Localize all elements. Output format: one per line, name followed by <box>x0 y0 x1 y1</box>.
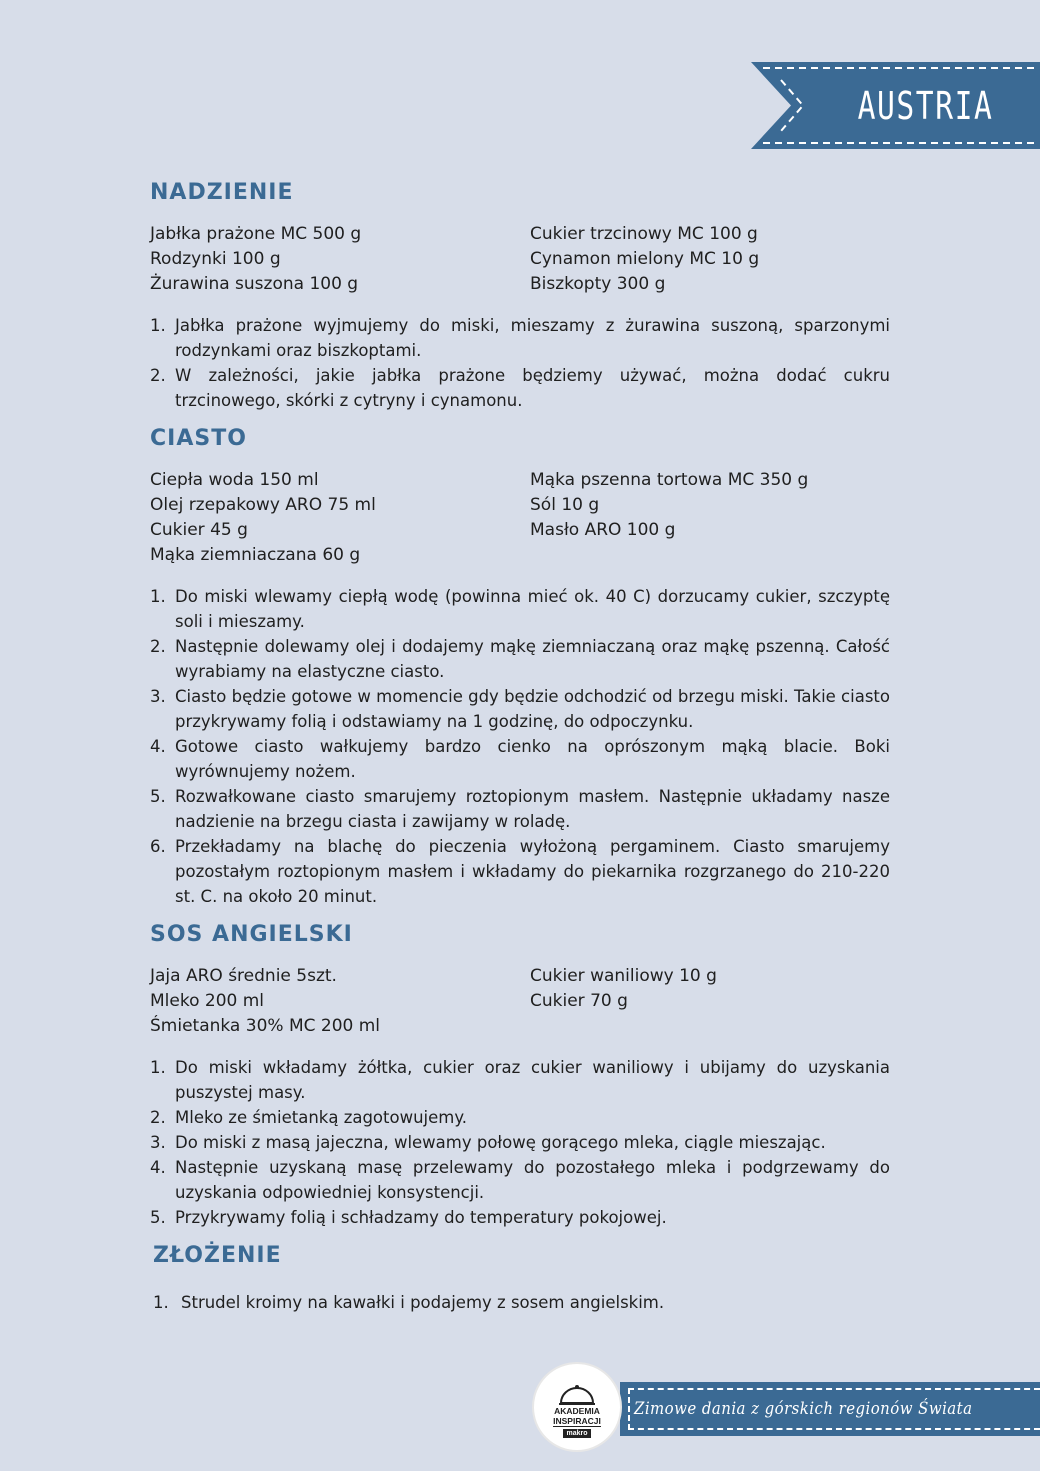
step-number: 1. <box>150 316 166 335</box>
logo-line1: AKADEMIA <box>554 1406 600 1416</box>
ingredient: Cynamon mielony MC 10 g <box>530 249 760 269</box>
step-item <box>150 1155 890 1205</box>
ingredient: Jaja ARO średnie 5szt. <box>150 966 337 986</box>
step-number: 2. <box>150 366 166 385</box>
step-item <box>150 1055 890 1105</box>
ingredient: Cukier 70 g <box>530 991 628 1011</box>
ingredient: Śmietanka 30% MC 200 ml <box>150 1016 381 1036</box>
ingredients-right <box>530 468 890 568</box>
ingredients-right <box>530 222 890 297</box>
ingredients-left <box>150 222 530 297</box>
step-text: Następnie uzyskaną masę przelewamy do pozostałego mleka i podgrzewamy do uzyskania odpowiedniej konsystencji. <box>175 1158 890 1202</box>
akademia-inspiracji-logo <box>532 1362 622 1452</box>
ingredients-left <box>150 964 530 1039</box>
footer-banner <box>620 1382 1040 1436</box>
ingredient: Jabłka prażone MC 500 g <box>150 224 362 244</box>
step-number: 4. <box>150 1158 166 1177</box>
steps-list <box>150 584 890 909</box>
country-ribbon <box>751 62 1040 149</box>
section-nadzienie <box>150 175 890 413</box>
step-item <box>150 834 890 909</box>
section-sos-angielski <box>150 917 890 1230</box>
step-item <box>150 1105 890 1130</box>
ingredient: Cukier waniliowy 10 g <box>530 966 717 986</box>
section-title: NADZIENIE <box>150 180 294 205</box>
ingredients-right <box>530 964 890 1039</box>
ingredient: Żurawina suszona 100 g <box>150 274 359 294</box>
step-text: W zależności, jakie jabłka prażone będziemy używać, można dodać cukru trzcinowego, skórki z cytryny i cynamonu. <box>175 366 890 410</box>
ingredient: Mąka pszenna tortowa MC 350 g <box>530 470 809 490</box>
steps-list <box>150 1055 890 1230</box>
ingredient: Sól 10 g <box>530 495 600 515</box>
step-item <box>150 684 890 734</box>
step-text: Do miski wlewamy ciepłą wodę (powinna mieć ok. 40 C) dorzucamy cukier, szczyptę soli i mieszamy. <box>175 587 890 631</box>
step-text: Jabłka prażone wyjmujemy do miski, mieszamy z żurawina suszoną, sparzonymi rodzynkami oraz biszkoptami. <box>175 316 890 360</box>
ingredient: Biszkopty 300 g <box>530 274 666 294</box>
step-number: 2. <box>150 637 166 656</box>
step-text: Do miski z masą jajeczna, wlewamy połowę gorącego mleka, ciągle mieszając. <box>175 1133 826 1152</box>
ingredient: Cukier trzcinowy MC 100 g <box>530 224 758 244</box>
step-item <box>150 313 890 363</box>
section-title: ZŁOŻENIE <box>153 1243 282 1268</box>
step-text: Rozwałkowane ciasto smarujemy roztopionym masłem. Następnie układamy nasze nadzienie na brzegu ciasta i zawijamy w roladę. <box>175 787 890 831</box>
ingredient: Cukier 45 g <box>150 520 248 540</box>
step-text: Do miski wkładamy żółtka, cukier oraz cukier waniliowy i ubijamy do uzyskania puszystej masy. <box>175 1058 890 1102</box>
step-item <box>150 363 890 413</box>
step-item <box>150 1130 890 1155</box>
ingredients-list <box>150 964 890 1039</box>
recipe-content <box>150 175 890 1315</box>
ingredient: Mleko 200 ml <box>150 991 265 1011</box>
logo-brand: makro <box>563 1429 590 1438</box>
ingredient: Mąka ziemniaczana 60 g <box>150 545 361 565</box>
step-item <box>150 634 890 684</box>
steps-list <box>153 1290 890 1315</box>
step-item <box>150 784 890 834</box>
step-text: Przykrywamy folią i schładzamy do temperatury pokojowej. <box>175 1208 667 1227</box>
ingredient: Olej rzepakowy ARO 75 ml <box>150 495 376 515</box>
step-text: Gotowe ciasto wałkujemy bardzo cienko na oprószonym mąką blacie. Boki wyrównujemy nożem. <box>175 737 890 781</box>
steps-list <box>150 313 890 413</box>
step-text: Ciasto będzie gotowe w momencie gdy będzie odchodzić od brzegu miski. Takie ciasto przykrywamy folią i odstawiamy na 1 godzinę, do odpoczynku. <box>175 687 890 731</box>
ingredient: Rodzynki 100 g <box>150 249 281 269</box>
step-item <box>150 734 890 784</box>
cloche-icon <box>558 1384 596 1406</box>
step-number: 4. <box>150 737 166 756</box>
step-item <box>150 1205 890 1230</box>
logo-line2: INSPIRACJI <box>553 1416 601 1426</box>
ingredients-list <box>150 222 890 297</box>
section-title: CIASTO <box>150 426 247 451</box>
step-number: 6. <box>150 837 166 856</box>
footer-tagline: Zimowe dania z górskich regionów Świata <box>634 1399 973 1419</box>
ingredient: Masło ARO 100 g <box>530 520 676 540</box>
ingredients-left <box>150 468 530 568</box>
step-text: Przekładamy na blachę do pieczenia wyłożoną pergaminem. Ciasto smarujemy pozostałym roztopionym masłem i wkładamy do piekarnika rozgrzanego do 210-220 st. C. na około 20 minut. <box>175 837 890 906</box>
country-title: AUSTRIA <box>857 83 994 128</box>
step-text: Następnie dolewamy olej i dodajemy mąkę ziemniaczaną oraz mąkę pszenną. Całość wyrabiamy na elastyczne ciasto. <box>175 637 890 681</box>
step-text: Strudel kroimy na kawałki i podajemy z sosem angielskim. <box>181 1293 665 1312</box>
section-ciasto <box>150 421 890 909</box>
step-number: 2. <box>150 1108 166 1127</box>
step-item <box>153 1290 890 1315</box>
step-text: Mleko ze śmietanką zagotowujemy. <box>175 1108 468 1127</box>
step-number: 3. <box>150 1133 166 1152</box>
section-zlozenie <box>150 1238 890 1315</box>
step-number: 5. <box>150 787 166 806</box>
step-number: 1. <box>150 587 166 606</box>
step-item <box>150 584 890 634</box>
step-number: 3. <box>150 687 166 706</box>
step-number: 1. <box>153 1293 169 1312</box>
section-title: SOS ANGIELSKI <box>150 922 353 947</box>
ingredient: Ciepła woda 150 ml <box>150 470 319 490</box>
step-number: 5. <box>150 1208 166 1227</box>
ingredients-list <box>150 468 890 568</box>
step-number: 1. <box>150 1058 166 1077</box>
